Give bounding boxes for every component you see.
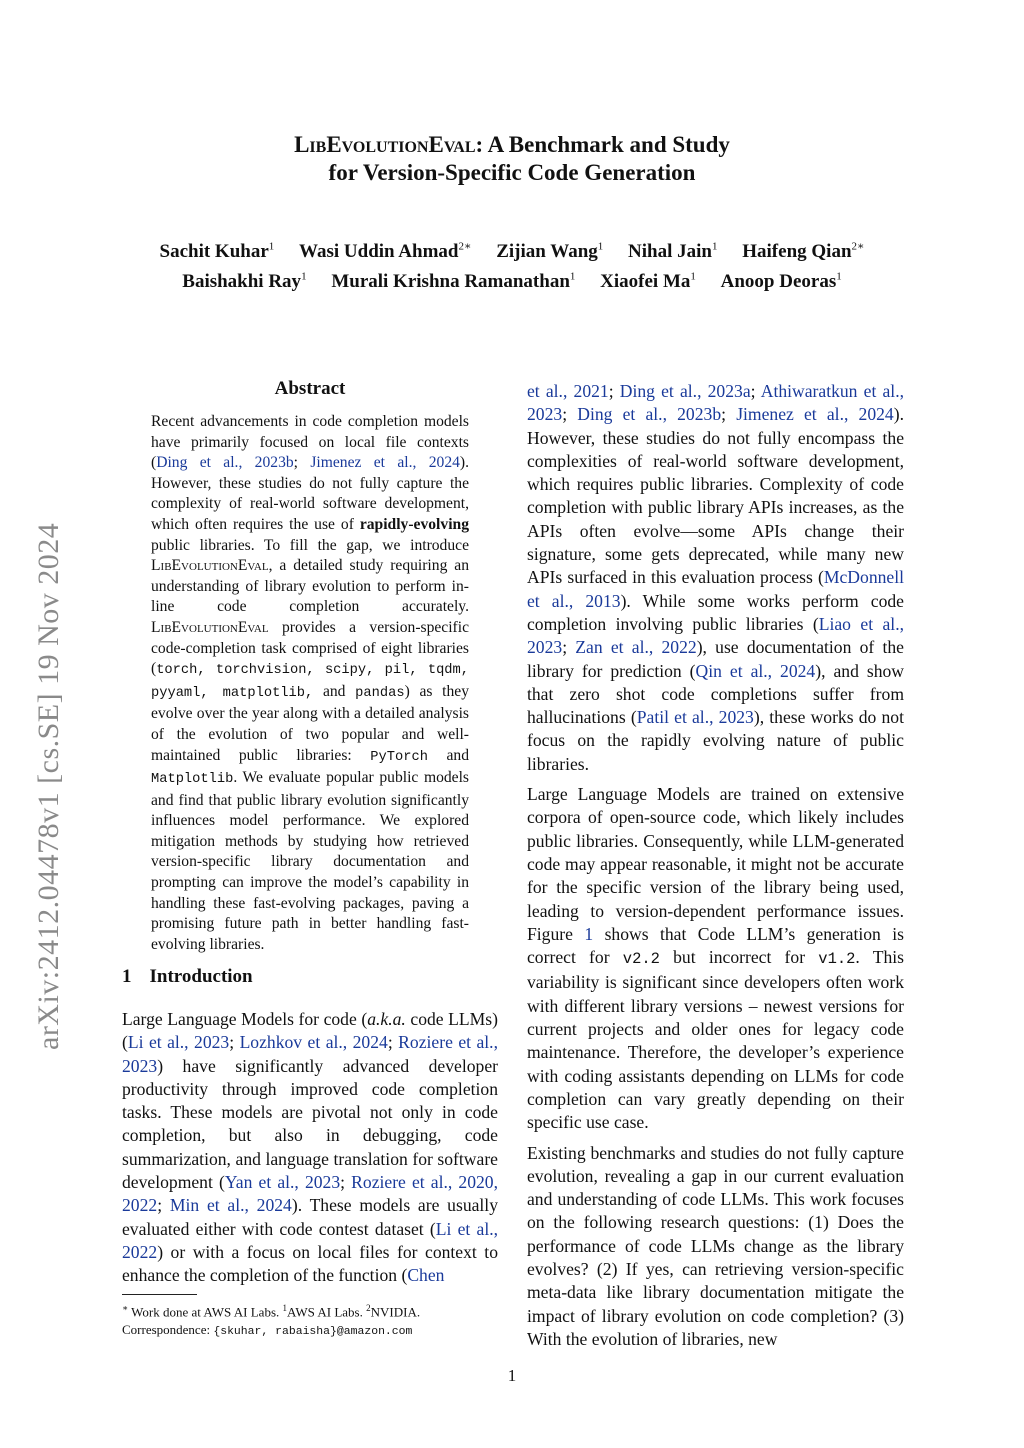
citation-link[interactable]: Roziere et al., 2020, 2022 <box>122 1172 498 1216</box>
title-line-1: LibEvolutionEval: A Benchmark and Study <box>294 132 730 157</box>
paragraph: Large Language Models are trained on extensive corpora of open-source code, which likely includes public libraries. Consequently, while LLM-generated code may appear reasonable, it might not be accurate for the specific version of the library being used, leading to version-dependent performance issues. Figure 1 shows that Code LLM’s generation is correct for v2.2 but incorrect for v1.2. This variability is significant since developers often work with different library versions – newest versions for current projects and older ones for legacy code maintenance. Therefore, the developer’s experience with coding assistants depending on LLMs for code completion can vary greatly depending on their specific use case. <box>527 784 904 1133</box>
citation-link[interactable]: Zan et al., 2022 <box>575 637 697 658</box>
page-number: 1 <box>507 1366 517 1385</box>
right-column <box>527 380 904 1358</box>
author: Haifeng Qian$^{2∗}$ <box>742 241 865 263</box>
citation-link[interactable]: Jimenez et al., 2024 <box>736 404 894 425</box>
citation-link[interactable]: Li et al., 2022 <box>122 1218 498 1262</box>
citation-link[interactable]: Patil et al., 2023 <box>636 707 754 728</box>
abstract-body: Recent advancements in code completion models have primarily focused on local file contexts (Ding et al., 2023b; Jimenez et al., 2024). However, these studies do not fully capture the complexity of real-world software development, which often requires the use of rapidly-evolving public libraries. To fill the gap, we introduce LibEvolutionEval, a detailed study requiring an understanding of library evolution to perform in-line code completion accurately. LibEvolutionEval provides a version-specific code-completion task comprised of eight libraries (torch, torchvision, scipy, pil, tqdm, pyyaml, matplotlib, and pandas) as they evolve over the year along with a detailed analysis of the evolution of two popular and well-maintained public libraries: PyTorch and Matplotlib. We evaluate popular public models and find that public library evolution significantly influences model performance. We explored mitigation methods by studying how retrieved version-specific library documentation and prompting can improve the model’s capability in handling these fast-evolving packages, paving a promising future path in better handling fast-evolving libraries. <box>151 413 470 953</box>
citation-link[interactable]: Jimenez et al., 2024 <box>310 454 460 472</box>
citation-link[interactable]: Qin et al., 2024 <box>695 660 816 681</box>
footnote-correspondence: Correspondence: {skuhar, rabaisha}@amazon.com <box>122 1322 413 1339</box>
correspondence-email[interactable]: {skuhar, rabaisha}@amazon.com <box>213 1325 413 1339</box>
footnote-affiliations: ∗ Work done at AWS AI Labs. $^1$AWS AI Labs. $^2$NVIDIA. <box>122 1303 421 1320</box>
author: Anoop Deoras$^1$ <box>720 270 842 292</box>
paragraph: et al., 2021; Ding et al., 2023a; Athiwaratkun et al., 2023; Ding et al., 2023b; Jimenez et al., 2024). However, these studies do not fully encompass the complexities of real-world software development, which requires public libraries. Complexity of code completion with public library APIs increases, as the APIs often evolve—some APIs change their signature, some gets deprecated, while many new APIs surfaced in this evaluation process (McDonnell et al., 2013). While some works perform code completion involving public libraries (Liao et al., 2023; Zan et al., 2022), use documentation of the library for prediction (Qin et al., 2024), and show that zero shot code completions suffer from hallucinations (Patil et al., 2023), these works do not focus on the rapidly evolving nature of public libraries. <box>527 381 904 774</box>
citation-link[interactable]: Ding et al., 2023a <box>619 381 751 401</box>
citation-link[interactable]: Ding et al., 2023b <box>577 404 722 425</box>
citation-link[interactable]: Min et al., 2024 <box>169 1195 292 1216</box>
citation-link[interactable]: Li et al., 2023 <box>127 1032 230 1053</box>
title-line-2: for Version-Specific Code Generation <box>328 160 696 185</box>
footnote-divider <box>122 1294 197 1295</box>
citation-link[interactable]: Liao et al., 2023 <box>527 613 904 658</box>
citation-link[interactable]: Yan et al., 2023 <box>224 1172 341 1193</box>
paragraph: Existing benchmarks and studies do not fully capture evolution, revealing a gap in our current evaluation and understanding of code LLMs. This work focuses on the following research questions: (1) Does the performance of code LLMs change as the library evolves? (2) If yes, can retrieving version-specific meta-data like library documentation mitigate the impact of library evolution on code completion? (3) With the evolution of libraries, new <box>527 1142 904 1349</box>
author: Baishakhi Ray$^1$ <box>182 270 307 292</box>
citation-link[interactable]: et al., 2021 <box>527 381 609 401</box>
citation-link[interactable]: Chen <box>407 1265 445 1286</box>
author: Xiaofei Ma$^1$ <box>600 270 696 292</box>
author-list <box>0 235 1024 294</box>
citation-link[interactable]: McDonnell et al., 2013 <box>527 567 904 611</box>
citation-link[interactable]: Athiwaratkun et al., 2023 <box>527 381 904 425</box>
figure-reference-link[interactable]: 1 <box>584 923 594 944</box>
paper-title <box>0 131 1024 187</box>
citation-link[interactable]: Roziere et al., 2023 <box>122 1032 498 1076</box>
author: Wasi Uddin Ahmad$^{2∗}$ <box>299 241 472 263</box>
author: Zijian Wang$^1$ <box>496 241 604 263</box>
footnote <box>122 1299 512 1341</box>
citation-link[interactable]: Lozhkov et al., 2024 <box>239 1032 388 1053</box>
author: Sachit Kuhar$^1$ <box>159 241 275 263</box>
introduction-paragraph: Large Language Models for code (a.k.a. code LLMs) (Li et al., 2023; Lozhkov et al., 2024; Roziere et al., 2023) have significantly advanced developer productivity through improved code completion tasks. These models are pivotal not only in code completion, but also in debugging, code summarization, and language translation for software development (Yan et al., 2023; Roziere et al., 2020, 2022; Min et al., 2024). These models are usually evaluated either with code contest dataset (Li et al., 2022) or with a focus on local files for context to enhance the completion of the function (Chen <box>122 1009 498 1286</box>
author: Murali Krishna Ramanathan$^1$ <box>331 270 576 292</box>
author-row-1 <box>0 235 1024 264</box>
author-row-2 <box>0 264 1024 293</box>
author: Nihal Jain$^1$ <box>628 241 718 263</box>
section-heading-introduction: 1 Introduction <box>122 966 253 987</box>
abstract-heading: Abstract <box>274 378 346 399</box>
arxiv-identifier: arXiv:2412.04478v1 [cs.SE] 19 Nov 2024 <box>32 522 65 1050</box>
citation-link[interactable]: Ding et al., 2023b <box>156 454 294 472</box>
benchmark-name: LibEvolutionEval <box>294 132 476 157</box>
